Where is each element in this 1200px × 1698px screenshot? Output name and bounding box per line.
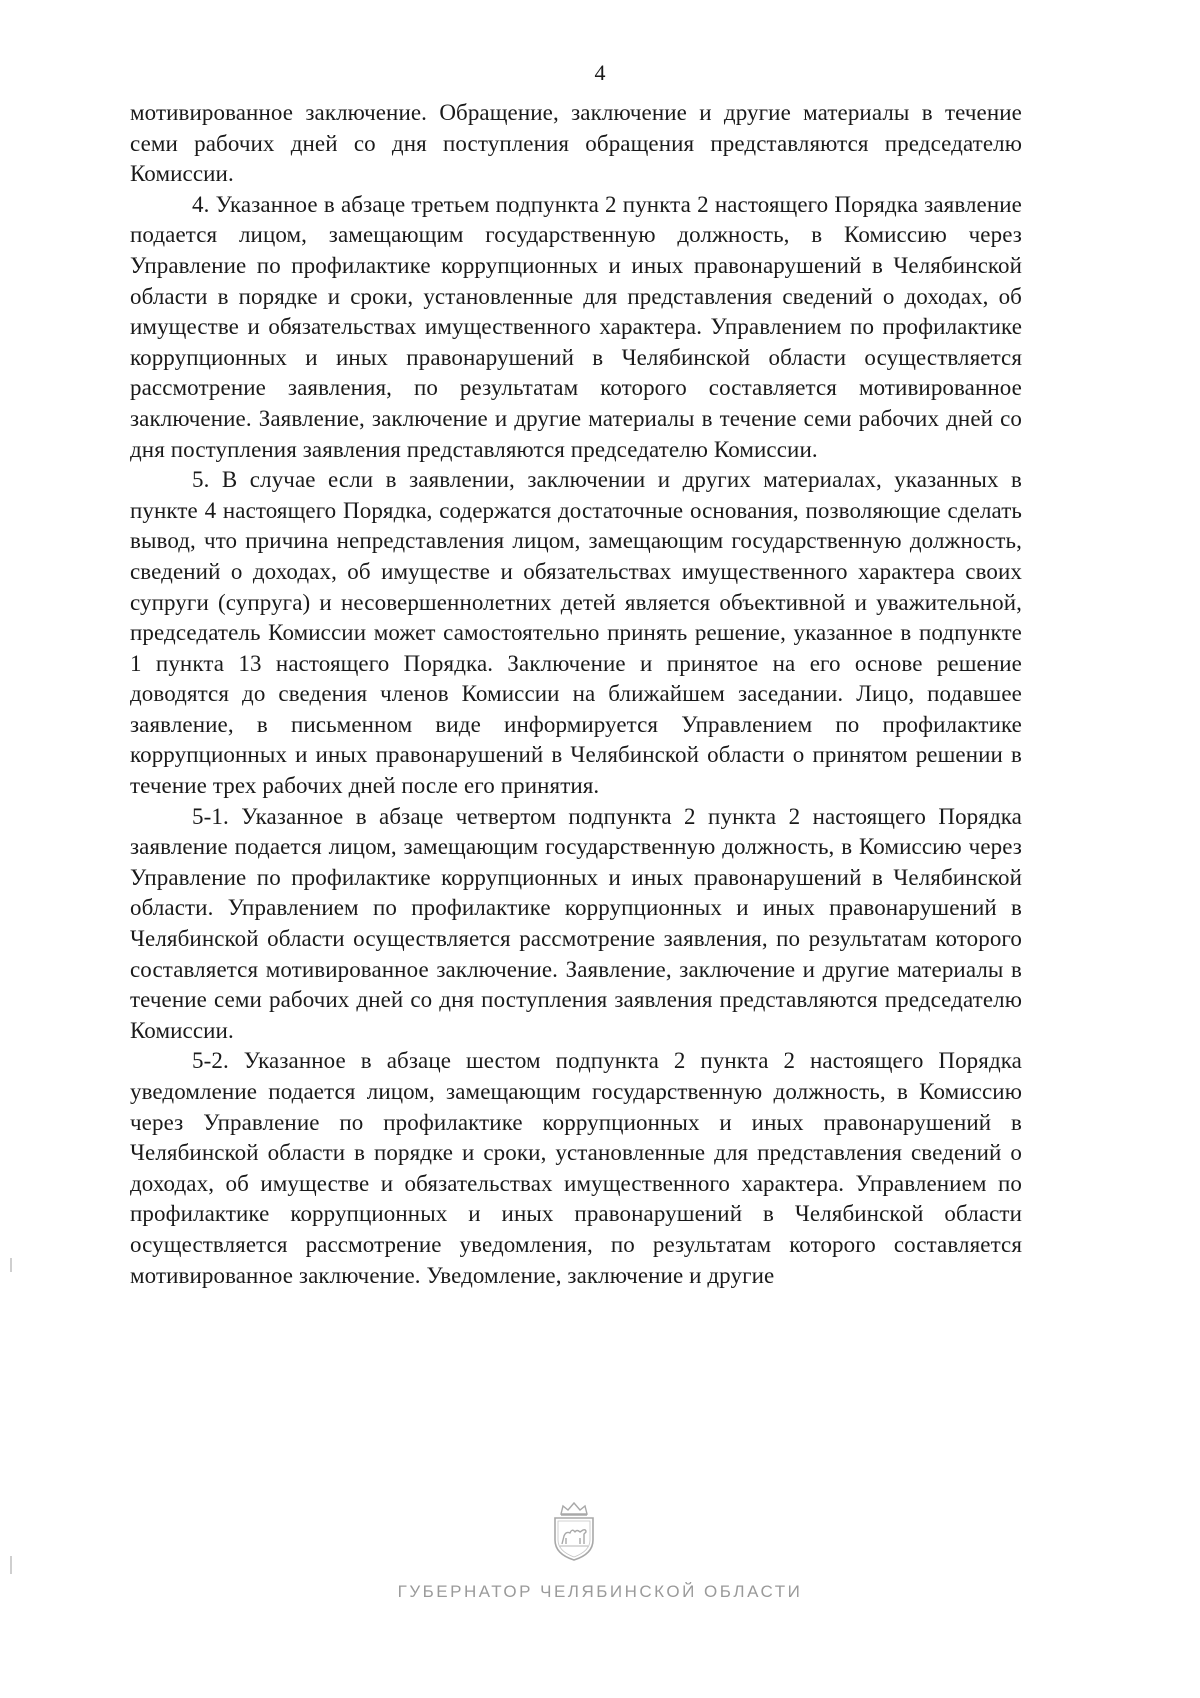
scan-edge-mark <box>10 1556 12 1574</box>
paragraph-item-5-2: 5-2. Указанное в абзаце шестом подпункта 2 пункта 2 настоящего Порядка уведомление подается лицом, замещающим государственную должность, в Комиссию через Управление по профилактике коррупционных и иных правонарушений в Челябинской области в порядке и сроки, установленные для представления сведений о доходах, об имуществе и обязательствах имущественного характера. Управлением по профилактике коррупционных и иных правонарушений в Челябинской области осуществляется рассмотрение уведомления, по результатам которого составляется мотивированное заключение. Уведомление, заключение и другие <box>130 1048 1022 1288</box>
paragraph-item-5: 5. В случае если в заявлении, заключении и других материалах, указанных в пункте 4 настоящего Порядка, содержатся достаточные основания, позволяющие сделать вывод, что причина непредставления лицом, замещающим государственную должность, сведений о доходах, об имуществе и обязательствах имущественного характера своих супруги (супруга) и несовершеннолетних детей является объективной и уважительной, председатель Комиссии может самостоятельно принять решение, указанное в подпункте 1 пункта 13 настоящего Порядка. Заключение и принятое на его основе решение доводятся до сведения членов Комиссии на ближайшем заседании. Лицо, подавшее заявление, в письменном виде информируется Управлением по профилактике коррупционных и иных правонарушений в Челябинской области о принятом решении в течение трех рабочих дней после его принятия. <box>130 467 1022 799</box>
document-footer <box>0 1500 1200 1640</box>
paragraph-continuation: мотивированное заключение. Обращение, заключение и другие материалы в течение семи рабочих дней со дня поступления обращения представляются председателю Комиссии. <box>130 100 1022 187</box>
page-number: 4 <box>594 60 606 85</box>
footer-issuer-title: ГУБЕРНАТОР ЧЕЛЯБИНСКОЙ ОБЛАСТИ <box>397 1582 803 1601</box>
scan-edge-mark <box>10 1258 12 1272</box>
paragraph-item-4: 4. Указанное в абзаце третьем подпункта 2 пункта 2 настоящего Порядка заявление подается лицом, замещающим государственную должность, в Комиссию через Управление по профилактике коррупционных и иных правонарушений в Челябинской области в порядке и сроки, установленные для представления сведений о доходах, об имуществе и обязательствах имущественного характера. Управлением по профилактике коррупционных и иных правонарушений в Челябинской области осуществляется рассмотрение заявления, по результатам которого составляется мотивированное заключение. Заявление, заключение и другие материалы в течение семи рабочих дней со дня поступления заявления представляются председателю Комиссии. <box>130 191 1022 462</box>
document-body <box>130 98 1022 1291</box>
chelyabinsk-coat-of-arms-icon <box>549 1500 599 1562</box>
paragraph-item-5-1: 5-1. Указанное в абзаце четвертом подпункта 2 пункта 2 настоящего Порядка заявление подается лицом, замещающим государственную должность, в Комиссию через Управление по профилактике коррупционных и иных правонарушений в Челябинской области. Управлением по профилактике коррупционных и иных правонарушений в Челябинской области осуществляется рассмотрение заявления, по результатам которого составляется мотивированное заключение. Заявление, заключение и другие материалы в течение семи рабочих дней со дня поступления заявления представляются председателю Комиссии. <box>130 803 1022 1043</box>
